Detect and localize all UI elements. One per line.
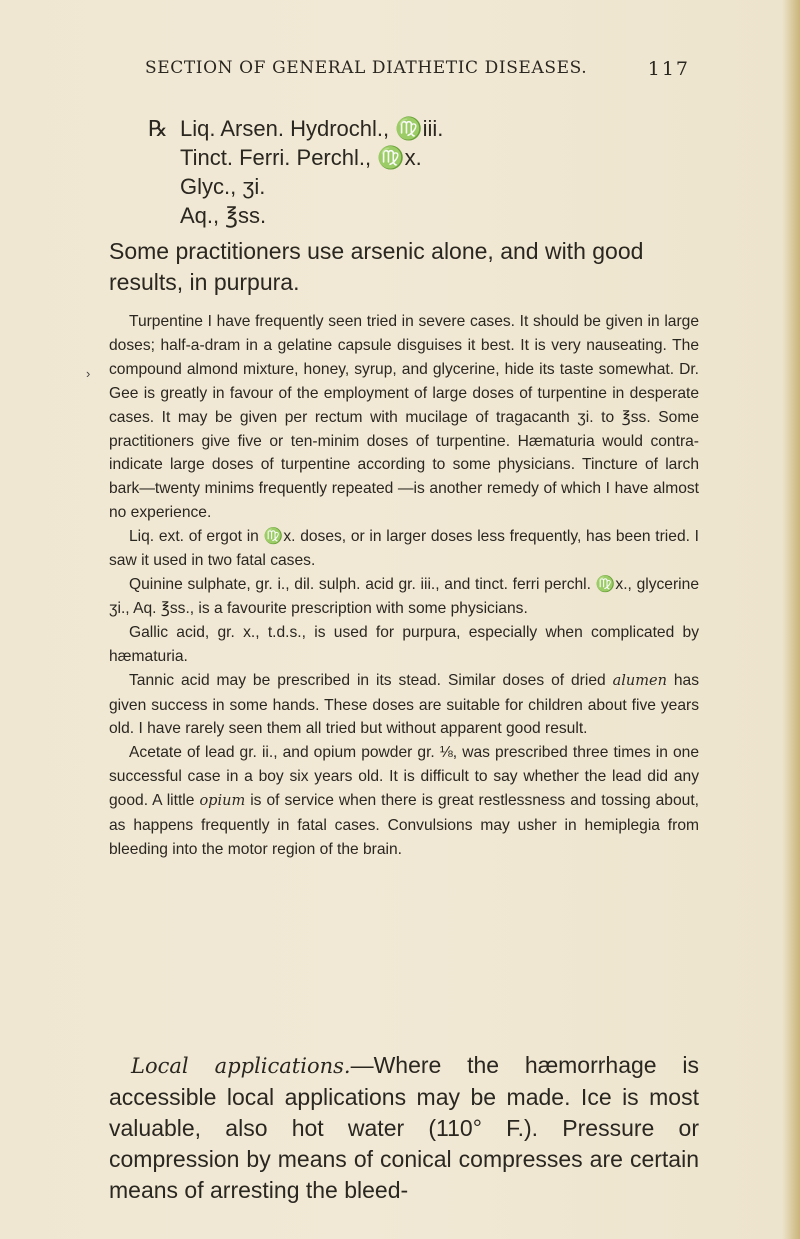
text-run: has given success in some hands. These doses are suitable for children about five years old. I have rarely seen them all tried but without apparent good result.: [109, 671, 699, 738]
section-heading: Local applications.: [131, 1054, 351, 1078]
prescription-line: [148, 201, 443, 230]
prescription-item: Tinct. Ferri. Perchl., ♍x.: [180, 145, 422, 170]
text-run: —Where the hæmorrhage is accessible local applications may be made. Ice is most valuable, also hot water (110° F.). Pressure or compression by means of conical compresses are certain means of arresting the bleed-: [109, 1052, 699, 1203]
prescription-block: [148, 114, 443, 230]
local-applications-section: [109, 1050, 699, 1206]
prescription-item: Aq., ℥ss.: [180, 203, 267, 228]
prescription-line: [148, 143, 443, 172]
paragraph-ergot: Liq. ext. of ergot in ♍x. doses, or in larger doses less frequently, has been tried. I saw it used in two fatal cases.: [109, 528, 699, 570]
paragraph-tannic-acid: [109, 669, 699, 742]
prescription-item: Liq. Arsen. Hydrochl., ♍iii.: [180, 116, 444, 141]
page-number: 117: [647, 58, 690, 80]
paragraph-quinine: Quinine sulphate, gr. i., dil. sulph. acid gr. iii., and tinct. ferri perchl. ♍x., glycerine ʒi., Aq. ℥ss., is a favourite prescription with some physicians.: [109, 575, 699, 617]
italic-term: opium: [199, 793, 246, 810]
paragraph-gallic-acid: Gallic acid, gr. x., t.d.s., is used for purpura, especially when complicated by hæmaturia.: [109, 623, 699, 665]
lead-paragraph: Some practitioners use arsenic alone, and with good results, in purpura.: [109, 238, 644, 295]
recipe-symbol: ℞: [148, 116, 168, 141]
italic-term: alumen: [612, 672, 667, 689]
text-run: Acetate of lead gr. ii., and opium powder gr. ⅛, was prescribed three times in one successful case in a boy six years old. It is difficult to say whether the lead did any good. A little: [109, 744, 699, 810]
body-text: [109, 310, 699, 862]
margin-mark: ›: [86, 366, 91, 381]
paragraph-local-applications: [109, 1050, 699, 1206]
text-run: Tannic acid may be prescribed in its stead. Similar doses of dried: [129, 671, 613, 689]
running-header: [145, 58, 690, 80]
text-run: is of service when there is great restlessness and tossing about, as happens frequently in fatal cases. Convulsions may usher in hemiplegia from bleeding into the motor region of the brain.: [109, 792, 699, 858]
running-title: SECTION OF GENERAL DIATHETIC DISEASES.: [145, 58, 588, 78]
prescription-line: [148, 114, 443, 143]
page-edge-shadow: [782, 0, 800, 1239]
paragraph-turpentine: Turpentine I have frequently seen tried in severe cases. It should be given in large doses; half-a-dram in a gelatine capsule disguises it best. It is very nauseating. The compound almond mixture, honey, syrup, and glycerine, hide its taste somewhat. Dr. Gee is greatly in favour of the employment of large doses of turpentine in desperate cases. It may be given per rectum with mucilage of tragacanth ʒi. to ℥ss. Some practitioners give five or ten-minim doses of turpentine. Hæmaturia would contra-indicate large doses of turpentine according to some physicians. Tincture of larch bark—twenty minims frequently repeated —is another remedy of which I have almost no experience.: [109, 313, 699, 522]
prescription-line: [148, 172, 443, 201]
prescription-item: Glyc., ʒi.: [180, 174, 266, 199]
paragraph-acetate-lead: [109, 741, 699, 862]
